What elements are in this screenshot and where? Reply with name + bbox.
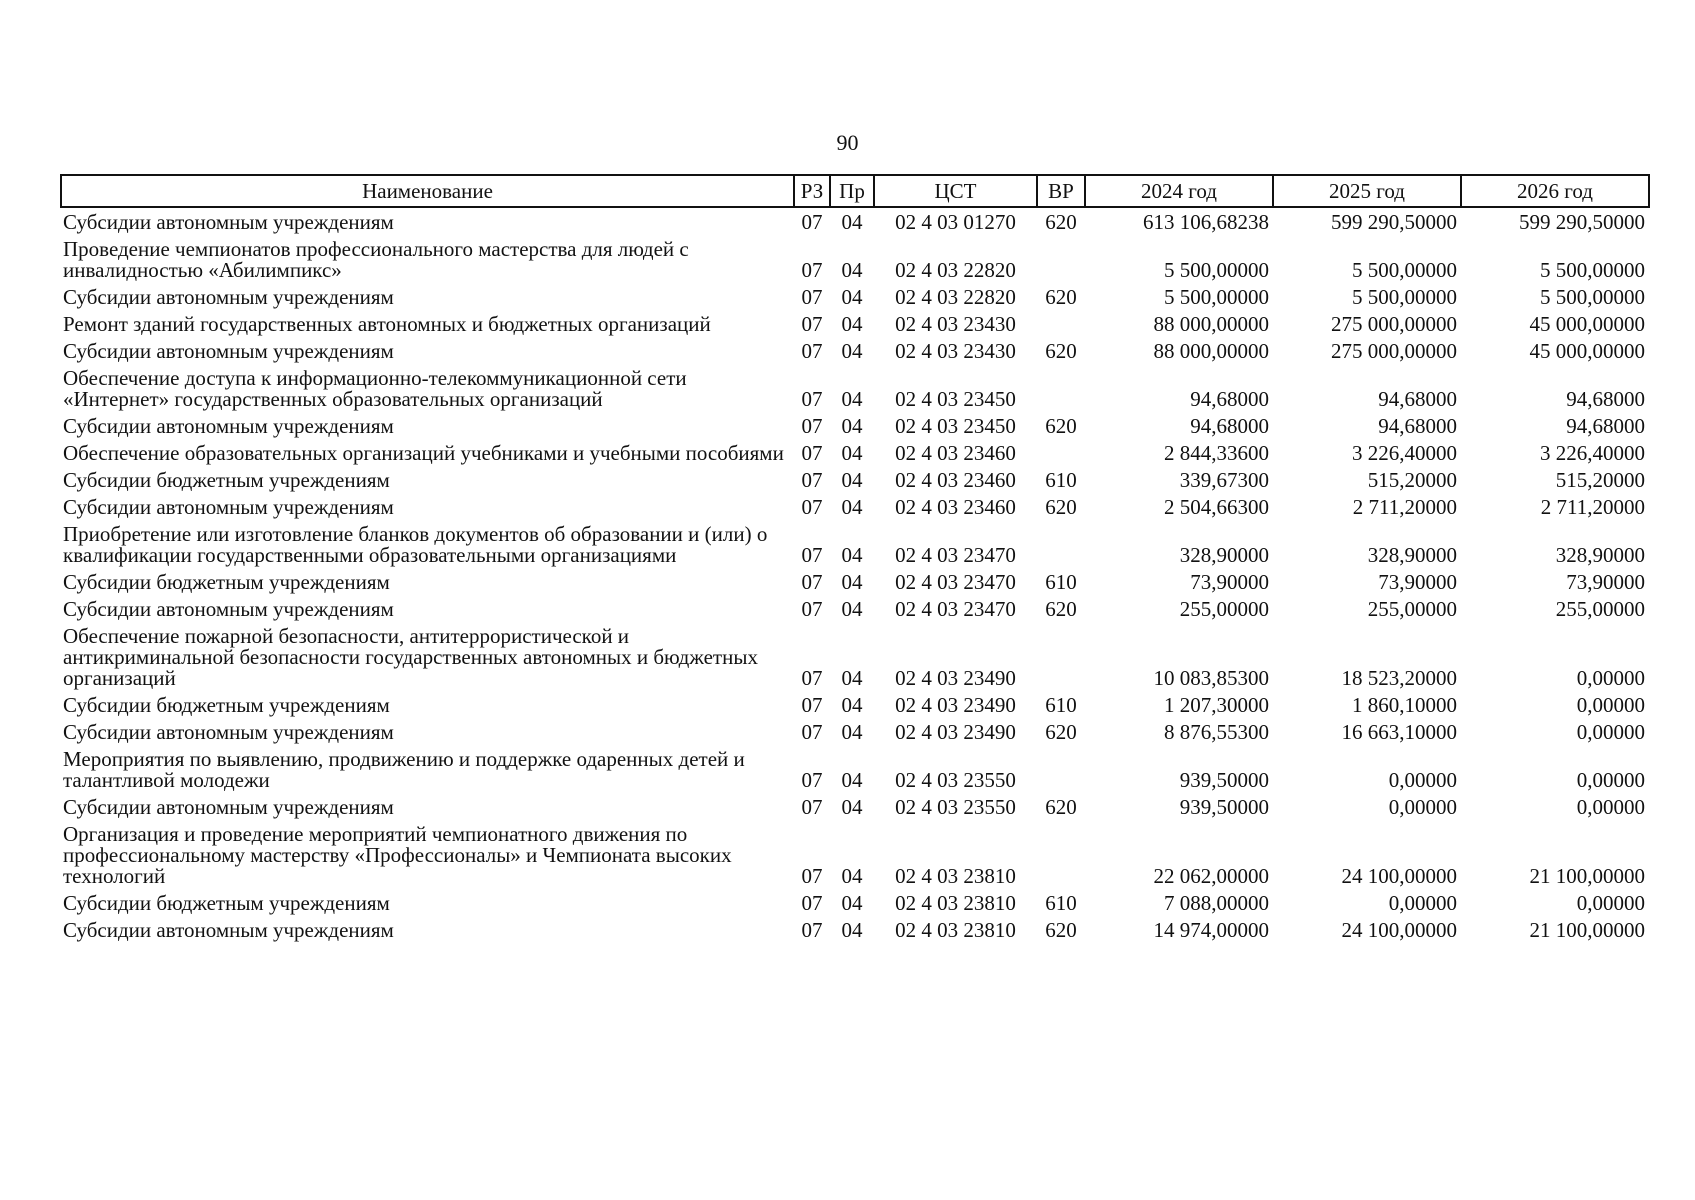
header-2026: 2026 год <box>1461 175 1649 207</box>
row-vr <box>1037 520 1085 568</box>
row-2026: 21 100,00000 <box>1529 918 1645 942</box>
row-2025: 24 100,00000 <box>1341 918 1457 942</box>
row-cst: 02 4 03 23460 <box>895 468 1016 492</box>
row-2025: 3 226,40000 <box>1352 441 1457 465</box>
row-2024: 2 504,66300 <box>1164 495 1269 519</box>
row-cst: 02 4 03 23550 <box>895 795 1016 819</box>
row-cst: 02 4 03 01270 <box>895 210 1016 234</box>
row-2025: 275 000,00000 <box>1331 339 1457 363</box>
row-2025: 24 100,00000 <box>1341 864 1457 888</box>
row-pr: 04 <box>841 891 863 915</box>
row-rz: 07 <box>801 891 823 915</box>
row-name: Субсидии автономным учреждениям <box>63 597 394 621</box>
row-2026: 5 500,00000 <box>1540 285 1645 309</box>
row-rz: 07 <box>801 258 823 282</box>
row-cst: 02 4 03 23490 <box>895 693 1016 717</box>
row-cst: 02 4 03 23550 <box>895 768 1016 792</box>
row-rz: 07 <box>801 312 823 336</box>
table-row <box>61 595 1649 622</box>
row-2025: 16 663,10000 <box>1341 720 1457 744</box>
row-pr: 04 <box>841 495 863 519</box>
row-2026: 2 711,20000 <box>1540 495 1645 519</box>
row-2025: 2 711,20000 <box>1352 495 1457 519</box>
row-pr: 04 <box>841 441 863 465</box>
table-row <box>61 493 1649 520</box>
row-pr: 04 <box>841 720 863 744</box>
row-pr: 04 <box>841 918 863 942</box>
row-cst: 02 4 03 23490 <box>895 666 1016 690</box>
row-2024: 613 106,68238 <box>1143 210 1269 234</box>
row-cst: 02 4 03 23450 <box>895 387 1016 411</box>
table-body <box>61 207 1649 943</box>
row-2024: 88 000,00000 <box>1153 339 1269 363</box>
row-rz: 07 <box>801 768 823 792</box>
table-row <box>61 889 1649 916</box>
row-name: Ремонт зданий государственных автономных и бюджетных организаций <box>63 312 711 336</box>
row-rz: 07 <box>801 414 823 438</box>
table-row <box>61 718 1649 745</box>
row-2024: 5 500,00000 <box>1164 258 1269 282</box>
row-name: Субсидии автономным учреждениям <box>63 495 394 519</box>
row-2026: 94,68000 <box>1566 387 1645 411</box>
row-name: Субсидии автономным учреждениям <box>63 720 394 744</box>
row-name: Субсидии автономным учреждениям <box>63 795 394 819</box>
row-2025: 18 523,20000 <box>1341 666 1457 690</box>
row-cst: 02 4 03 23450 <box>895 414 1016 438</box>
row-rz: 07 <box>801 693 823 717</box>
table-row <box>61 568 1649 595</box>
row-name: Субсидии автономным учреждениям <box>63 339 394 363</box>
header-2025: 2025 год <box>1273 175 1461 207</box>
row-2024: 2 844,33600 <box>1164 441 1269 465</box>
row-name: Обеспечение пожарной безопасности, антитеррористической и антикриминальной безопасности государственных автономных и бюджетных организаций <box>63 624 758 690</box>
row-name: Субсидии бюджетным учреждениям <box>63 570 390 594</box>
row-vr <box>1037 745 1085 793</box>
row-vr: 610 <box>1045 693 1077 717</box>
row-2026: 328,90000 <box>1555 543 1645 567</box>
row-2024: 328,90000 <box>1179 543 1269 567</box>
header-rz: РЗ <box>794 175 830 207</box>
row-2024: 8 876,55300 <box>1164 720 1269 744</box>
row-2025: 0,00000 <box>1388 768 1457 792</box>
row-rz: 07 <box>801 543 823 567</box>
row-cst: 02 4 03 23460 <box>895 441 1016 465</box>
table-row <box>61 310 1649 337</box>
row-2024: 1 207,30000 <box>1164 693 1269 717</box>
row-vr: 620 <box>1045 414 1077 438</box>
row-2024: 255,00000 <box>1179 597 1269 621</box>
row-name: Субсидии бюджетным учреждениям <box>63 468 390 492</box>
row-name: Субсидии автономным учреждениям <box>63 414 394 438</box>
row-pr: 04 <box>841 414 863 438</box>
row-name: Приобретение или изготовление бланков документов об образовании и (или) о квалификации государственными образовательными организациями <box>63 522 768 567</box>
row-2025: 0,00000 <box>1388 891 1457 915</box>
row-pr: 04 <box>841 597 863 621</box>
row-2026: 45 000,00000 <box>1529 312 1645 336</box>
row-cst: 02 4 03 23470 <box>895 570 1016 594</box>
row-2025: 94,68000 <box>1378 387 1457 411</box>
row-name: Субсидии автономным учреждениям <box>63 210 394 234</box>
row-2025: 0,00000 <box>1388 795 1457 819</box>
header-pr: Пр <box>830 175 874 207</box>
row-pr: 04 <box>841 210 863 234</box>
row-vr: 610 <box>1045 891 1077 915</box>
row-pr: 04 <box>841 285 863 309</box>
row-2026: 599 290,50000 <box>1519 210 1645 234</box>
row-vr: 620 <box>1045 210 1077 234</box>
row-2024: 339,67300 <box>1179 468 1269 492</box>
row-2025: 328,90000 <box>1367 543 1457 567</box>
row-2024: 94,68000 <box>1190 387 1269 411</box>
row-2024: 939,50000 <box>1179 768 1269 792</box>
table-row <box>61 820 1649 889</box>
table-row <box>61 364 1649 412</box>
header-2024: 2024 год <box>1085 175 1273 207</box>
row-2026: 45 000,00000 <box>1529 339 1645 363</box>
row-cst: 02 4 03 22820 <box>895 285 1016 309</box>
row-2026: 0,00000 <box>1576 768 1645 792</box>
table-row <box>61 466 1649 493</box>
row-pr: 04 <box>841 570 863 594</box>
row-cst: 02 4 03 23430 <box>895 339 1016 363</box>
table-row <box>61 691 1649 718</box>
row-pr: 04 <box>841 768 863 792</box>
table-row <box>61 207 1649 235</box>
row-2024: 22 062,00000 <box>1153 864 1269 888</box>
row-vr <box>1037 364 1085 412</box>
row-pr: 04 <box>841 543 863 567</box>
table-row <box>61 745 1649 793</box>
row-2024: 7 088,00000 <box>1164 891 1269 915</box>
row-2026: 5 500,00000 <box>1540 258 1645 282</box>
row-pr: 04 <box>841 864 863 888</box>
row-pr: 04 <box>841 258 863 282</box>
table-header-row <box>61 175 1649 207</box>
row-rz: 07 <box>801 441 823 465</box>
row-vr: 610 <box>1045 468 1077 492</box>
row-pr: 04 <box>841 468 863 492</box>
row-name: Организация и проведение мероприятий чемпионатного движения по профессиональному мастерству «Профессионалы» и Чемпионата высоких технологий <box>63 822 732 888</box>
row-cst: 02 4 03 23470 <box>895 543 1016 567</box>
row-pr: 04 <box>841 339 863 363</box>
row-2024: 939,50000 <box>1179 795 1269 819</box>
row-vr <box>1037 439 1085 466</box>
row-vr: 620 <box>1045 495 1077 519</box>
row-2025: 275 000,00000 <box>1331 312 1457 336</box>
row-cst: 02 4 03 23460 <box>895 495 1016 519</box>
row-2026: 0,00000 <box>1576 720 1645 744</box>
row-vr: 620 <box>1045 597 1077 621</box>
row-name: Субсидии автономным учреждениям <box>63 918 394 942</box>
row-cst: 02 4 03 22820 <box>895 258 1016 282</box>
row-2025: 94,68000 <box>1378 414 1457 438</box>
row-rz: 07 <box>801 720 823 744</box>
table-row <box>61 412 1649 439</box>
row-vr: 620 <box>1045 285 1077 309</box>
row-rz: 07 <box>801 339 823 363</box>
header-cst: ЦСТ <box>874 175 1037 207</box>
row-name: Субсидии бюджетным учреждениям <box>63 693 390 717</box>
header-name: Наименование <box>61 175 794 207</box>
table-row <box>61 235 1649 283</box>
row-cst: 02 4 03 23490 <box>895 720 1016 744</box>
row-2026: 21 100,00000 <box>1529 864 1645 888</box>
row-vr: 620 <box>1045 795 1077 819</box>
row-rz: 07 <box>801 918 823 942</box>
row-2026: 0,00000 <box>1576 666 1645 690</box>
row-name: Мероприятия по выявлению, продвижению и поддержке одаренных детей и талантливой молодежи <box>63 747 745 792</box>
page-number: 90 <box>836 130 859 155</box>
row-2025: 5 500,00000 <box>1352 285 1457 309</box>
row-pr: 04 <box>841 312 863 336</box>
row-2025: 5 500,00000 <box>1352 258 1457 282</box>
row-cst: 02 4 03 23430 <box>895 312 1016 336</box>
row-rz: 07 <box>801 864 823 888</box>
row-rz: 07 <box>801 570 823 594</box>
row-2026: 515,20000 <box>1555 468 1645 492</box>
row-name: Обеспечение доступа к информационно-телекоммуникационной сети «Интернет» государственных образовательных организаций <box>63 366 687 411</box>
row-pr: 04 <box>841 795 863 819</box>
row-rz: 07 <box>801 597 823 621</box>
row-2024: 14 974,00000 <box>1153 918 1269 942</box>
row-2026: 255,00000 <box>1555 597 1645 621</box>
budget-table <box>60 174 1650 943</box>
row-cst: 02 4 03 23810 <box>895 918 1016 942</box>
row-2026: 94,68000 <box>1566 414 1645 438</box>
row-vr <box>1037 310 1085 337</box>
table-row <box>61 622 1649 691</box>
row-vr: 610 <box>1045 570 1077 594</box>
row-rz: 07 <box>801 210 823 234</box>
row-cst: 02 4 03 23810 <box>895 864 1016 888</box>
row-rz: 07 <box>801 468 823 492</box>
row-2024: 73,90000 <box>1190 570 1269 594</box>
row-2025: 515,20000 <box>1367 468 1457 492</box>
row-vr: 620 <box>1045 918 1077 942</box>
row-2025: 1 860,10000 <box>1352 693 1457 717</box>
row-2025: 73,90000 <box>1378 570 1457 594</box>
row-2025: 599 290,50000 <box>1331 210 1457 234</box>
row-name: Субсидии бюджетным учреждениям <box>63 891 390 915</box>
row-rz: 07 <box>801 285 823 309</box>
row-rz: 07 <box>801 387 823 411</box>
row-2024: 88 000,00000 <box>1153 312 1269 336</box>
row-2024: 5 500,00000 <box>1164 285 1269 309</box>
row-2024: 94,68000 <box>1190 414 1269 438</box>
table-row <box>61 520 1649 568</box>
row-vr: 620 <box>1045 339 1077 363</box>
table-row <box>61 793 1649 820</box>
row-cst: 02 4 03 23470 <box>895 597 1016 621</box>
row-rz: 07 <box>801 666 823 690</box>
table-row <box>61 337 1649 364</box>
row-2026: 0,00000 <box>1576 891 1645 915</box>
row-name: Обеспечение образовательных организаций учебниками и учебными пособиями <box>63 441 784 465</box>
row-name: Субсидии автономным учреждениям <box>63 285 394 309</box>
row-rz: 07 <box>801 495 823 519</box>
table-row <box>61 283 1649 310</box>
header-vr: ВР <box>1037 175 1085 207</box>
row-pr: 04 <box>841 387 863 411</box>
table-row <box>61 916 1649 943</box>
row-2026: 73,90000 <box>1566 570 1645 594</box>
row-2026: 0,00000 <box>1576 693 1645 717</box>
row-2025: 255,00000 <box>1367 597 1457 621</box>
row-vr <box>1037 622 1085 691</box>
row-cst: 02 4 03 23810 <box>895 891 1016 915</box>
row-2026: 0,00000 <box>1576 795 1645 819</box>
row-name: Проведение чемпионатов профессионального мастерства для людей с инвалидностью «Абилимпикс» <box>63 237 689 282</box>
row-2024: 10 083,85300 <box>1153 666 1269 690</box>
row-2026: 3 226,40000 <box>1540 441 1645 465</box>
row-vr <box>1037 235 1085 283</box>
row-pr: 04 <box>841 693 863 717</box>
table-row <box>61 439 1649 466</box>
row-pr: 04 <box>841 666 863 690</box>
row-rz: 07 <box>801 795 823 819</box>
row-vr <box>1037 820 1085 889</box>
row-vr: 620 <box>1045 720 1077 744</box>
